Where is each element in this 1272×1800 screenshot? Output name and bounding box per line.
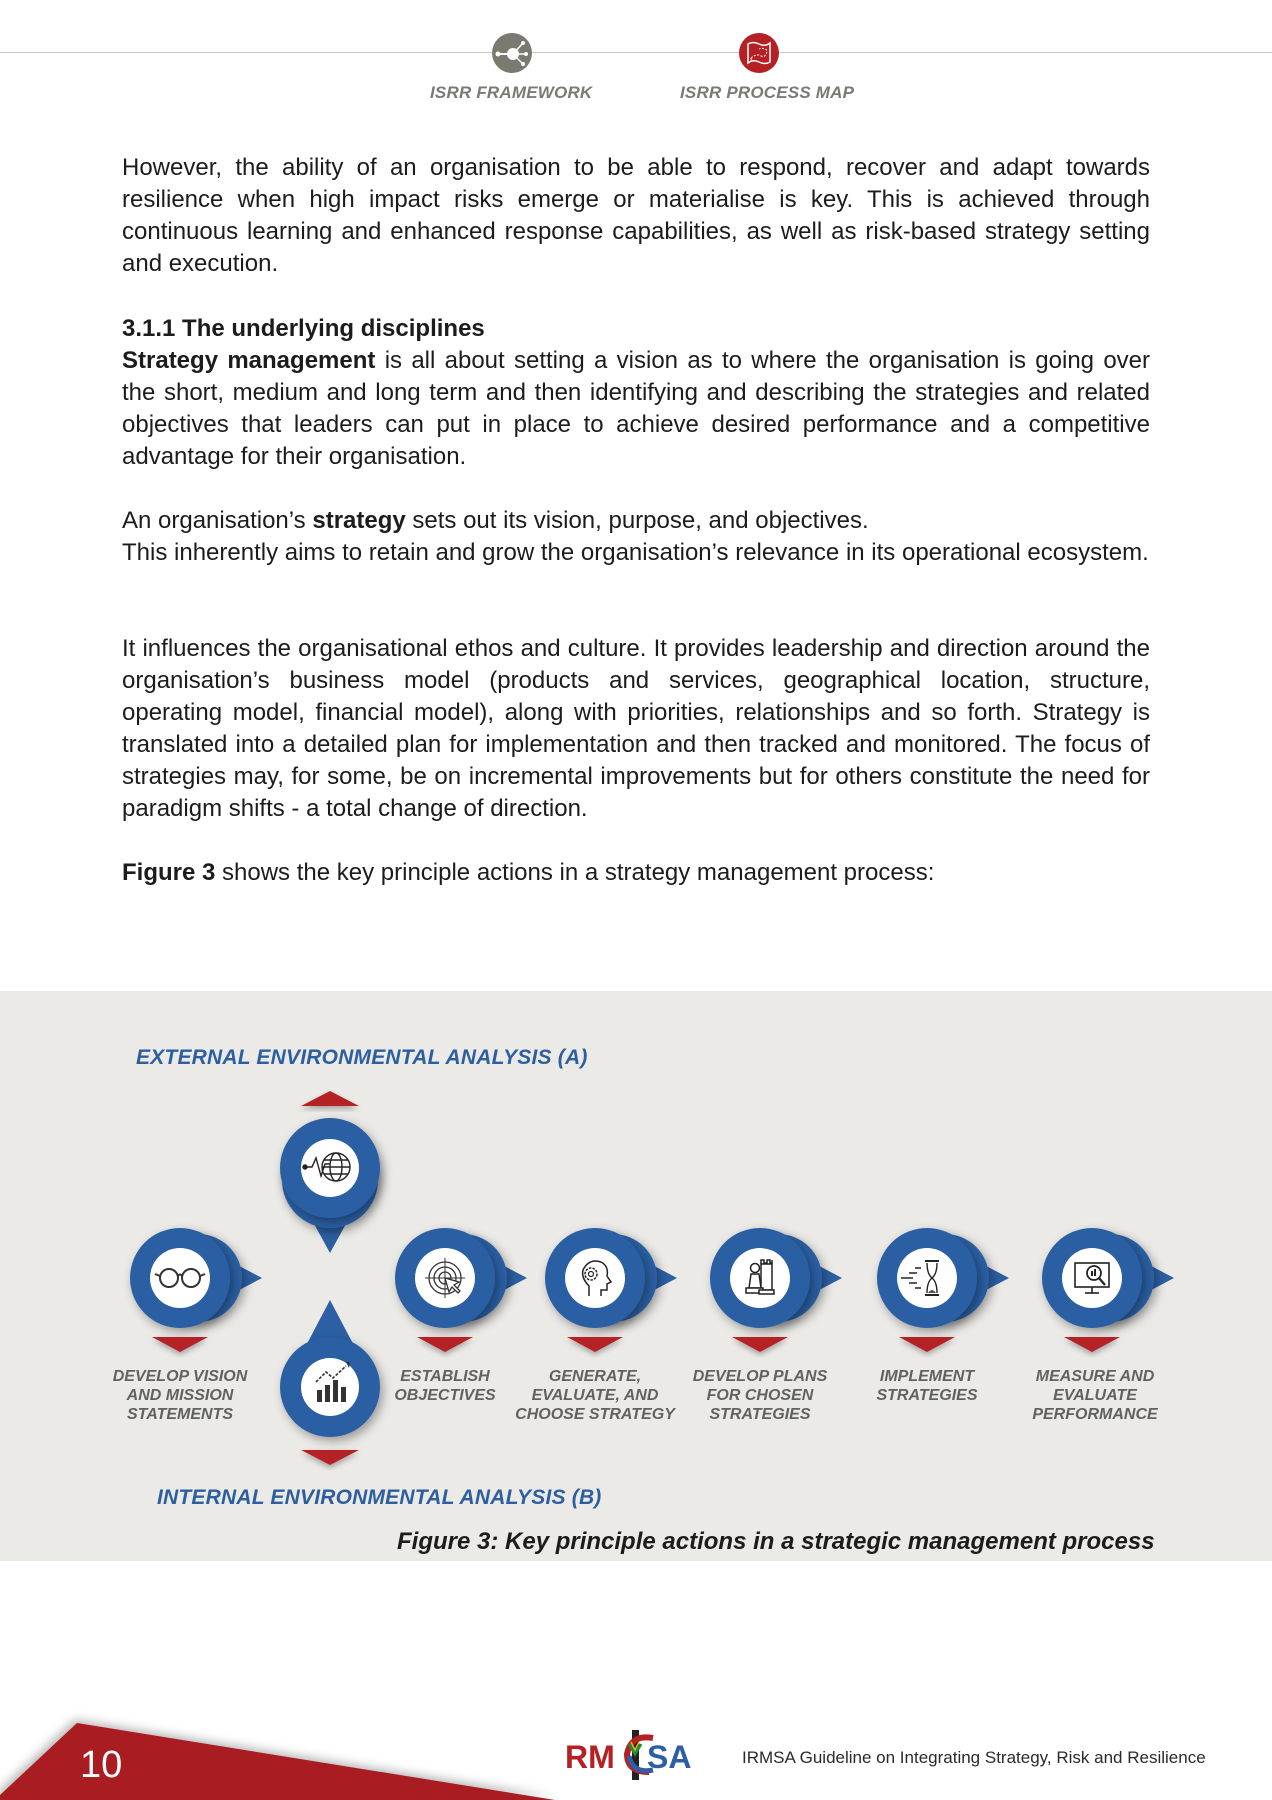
svg-text:x: x bbox=[750, 57, 753, 63]
nav-isrr-process-map[interactable]: ISRR PROCESS MAP bbox=[680, 83, 855, 102]
step-label-develop-plans: DEVELOP PLANS FOR CHOSEN STRATEGIES bbox=[692, 1368, 828, 1423]
paragraph-text: shows the key principle actions in a strategy management process: bbox=[215, 859, 935, 886]
step-label-implement-strategies: IMPLEMENT STRATEGIES bbox=[876, 1368, 978, 1404]
paragraph-line bbox=[122, 505, 1150, 537]
network-hub-icon bbox=[492, 33, 532, 73]
footer-document-title: IRMSA Guideline on Integrating Strategy, Risk and Resilience bbox=[742, 1748, 1206, 1767]
down-arrow-marker bbox=[301, 1450, 359, 1465]
paragraph-line bbox=[122, 857, 1150, 889]
nav-isrr-framework[interactable]: ISRR FRAMEWORK bbox=[430, 83, 593, 102]
down-arrow-marker bbox=[732, 1337, 788, 1352]
paragraph-organisation-strategy bbox=[122, 505, 1150, 569]
paragraph-resilience bbox=[122, 152, 1150, 280]
paragraph-text: This inherently aims to retain and grow the organisation’s relevance in its operational ecosystem. bbox=[122, 539, 1149, 566]
figure-caption: Figure 3: Key principle actions in a strategic management process bbox=[397, 1528, 1155, 1555]
paragraph-strategy-management bbox=[122, 345, 1150, 473]
process-step-node bbox=[1042, 1228, 1174, 1352]
strategic-process-diagram bbox=[0, 991, 1272, 1561]
header-rule bbox=[0, 52, 1272, 53]
down-arrow-marker bbox=[417, 1337, 473, 1352]
internal-analysis-node bbox=[280, 1300, 380, 1465]
term-strategy: strategy bbox=[312, 507, 406, 534]
process-step-node bbox=[710, 1228, 842, 1352]
paragraph-text: However, the ability of an organisation to be able to respond, recover and adapt towards resilience when high impact risks emerge or materialise is key. This is achieved through continuous learning and enhanced response capabilities, as well as risk-based strategy setting and execution. bbox=[122, 154, 1150, 277]
section-heading: 3.1.1 The underlying disciplines bbox=[122, 315, 485, 342]
process-step-node bbox=[130, 1228, 262, 1352]
figure-3-reference[interactable]: Figure 3 bbox=[122, 859, 216, 886]
irmsa-logo bbox=[565, 1726, 705, 1782]
step-label-develop-vision: DEVELOP VISION AND MISSION STATEMENTS bbox=[112, 1368, 248, 1423]
paragraph-text: An organisation’s bbox=[122, 507, 313, 534]
logo-text-right: SA bbox=[647, 1739, 692, 1775]
step-label-measure-performance: MEASURE AND EVALUATE PERFORMANCE bbox=[1032, 1368, 1158, 1423]
internal-analysis-label: INTERNAL ENVIRONMENTAL ANALYSIS (B) bbox=[157, 1486, 602, 1509]
page-number: 10 bbox=[80, 1744, 123, 1786]
paragraph-text: sets out its vision, purpose, and objectives. bbox=[405, 507, 869, 534]
step-label-establish-objectives: ESTABLISH OBJECTIVES bbox=[394, 1368, 496, 1404]
nav-isrr-framework-icon-button[interactable] bbox=[492, 33, 532, 73]
paragraph-text: It influences the organisational ethos and culture. It provides leadership and direction around the organisation’s business model (products and services, geographical location, structure, operating model, financial model), along with priorities, relationships and so forth. Strategy is translated into a detailed plan for implementation and then tracked and monitored. The focus of strategies may, for some, be on incremental improvements but for others constitute the need for paradigm shifts - a total change of direction. bbox=[122, 635, 1150, 822]
paragraph-figure-ref bbox=[122, 857, 1150, 889]
process-step-node bbox=[395, 1228, 527, 1352]
down-arrow-marker bbox=[899, 1337, 955, 1352]
process-step-node bbox=[545, 1228, 677, 1352]
up-arrow-marker bbox=[301, 1091, 359, 1106]
nav-isrr-process-map-icon-button[interactable] bbox=[739, 33, 779, 73]
logo-text-left: RM bbox=[565, 1739, 615, 1775]
section-underlying-disciplines bbox=[122, 313, 1150, 473]
paragraph-influences bbox=[122, 633, 1150, 825]
term-strategy-management: Strategy management bbox=[122, 347, 376, 374]
external-analysis-node bbox=[280, 1091, 380, 1253]
step-label-generate-strategy: GENERATE, EVALUATE, AND CHOOSE STRATEGY bbox=[515, 1368, 675, 1423]
down-arrow-marker bbox=[152, 1337, 208, 1352]
down-arrow-marker bbox=[1064, 1337, 1120, 1352]
external-analysis-label: EXTERNAL ENVIRONMENTAL ANALYSIS (A) bbox=[136, 1046, 588, 1069]
down-arrow-marker bbox=[567, 1337, 623, 1352]
map-icon bbox=[739, 33, 779, 73]
process-step-node bbox=[877, 1228, 1009, 1352]
paragraph-text: is all about setting a vision as to where the organisation is going over the short, medium and long term and then identifying and describing the strategies and related objectives that leaders can put in place to achieve desired performance and a competitive advantage for their organisation. bbox=[122, 347, 1151, 470]
